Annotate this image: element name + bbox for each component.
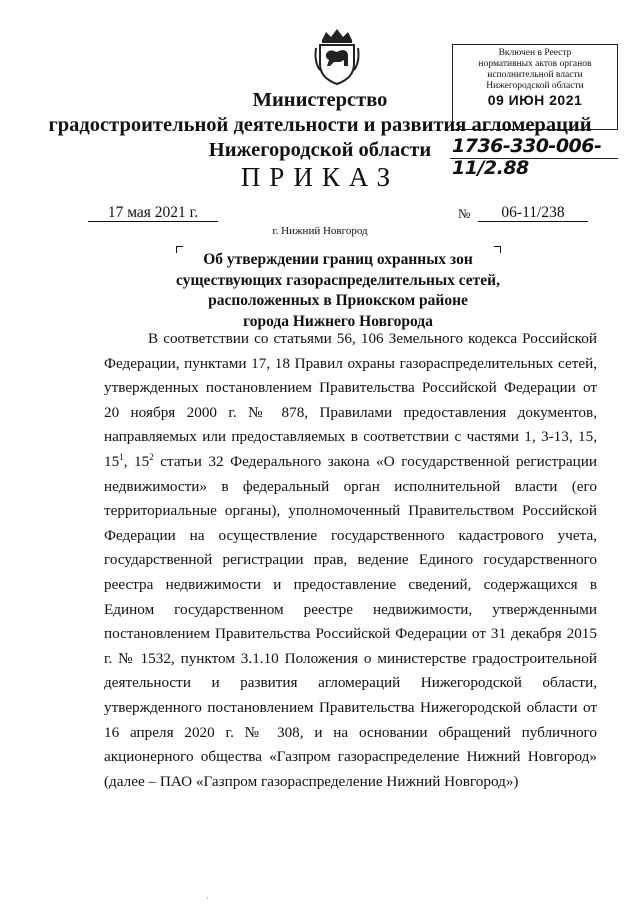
- coat-of-arms-emblem: [312, 26, 362, 86]
- stamp-date: 09 ИЮН 2021: [487, 92, 583, 108]
- ministry-title-line: Министерство: [252, 89, 388, 111]
- stamp-line: Нижегородской области: [486, 81, 584, 91]
- stamp-line: исполнительной власти: [487, 70, 583, 80]
- document-date: 17 мая 2021 г.: [88, 204, 218, 222]
- handwritten-registry-number: 1736-330-006-11/2.88: [452, 135, 602, 179]
- subject-line: существующих газораспределительных сетей,: [176, 271, 500, 289]
- ministry-title-line: Нижегородской области: [208, 139, 432, 161]
- ministry-title-line: градостроительной деятельности и развития агломераций: [48, 114, 592, 136]
- document-number: 06-11/238: [478, 204, 588, 222]
- body-text-part: В соответствии со статьями 56, 106 Земельного кодекса Российской Федерации, пунктами 17, 18 Правил охраны газораспределительных сетей, утвержденных постановлением Правительства Российской Федерации от 20 ноября 2000 г. № 878, Правилами предоставления документов, направляемых или предоставляемых в соответствии с частями 1, 3-13, 15, 15: [104, 330, 597, 470]
- superscript: 1: [119, 451, 124, 462]
- stamp-line: Включен в Реестр: [498, 48, 572, 58]
- subject-line: Об утверждении границ охранных зон: [203, 251, 473, 268]
- superscript: 2: [149, 451, 154, 462]
- ministry-title: [40, 88, 600, 163]
- scan-artifact: ·: [206, 894, 209, 903]
- subject-line: расположенных в Приокском районе: [208, 292, 468, 309]
- body-text-part: , 15: [123, 452, 150, 470]
- subject-line: города Нижнего Новгорода: [243, 312, 433, 330]
- document-city: г. Нижний Новгород: [272, 225, 368, 237]
- body-paragraph: [104, 327, 597, 794]
- stamp-line: нормативных актов органов: [478, 59, 592, 69]
- body-text-part: статьи 32 Федерального закона «О государственной регистрации недвижимости» в федеральный орган исполнительной власти (его территориальные органы), уполномоченный Правительством Российской Федерации на осуществление государственного кадастрового учета, государственной регистрации прав, ведение Единого государственного реестра недвижимости и предоставление сведений, содержащихся в Едином государственном реестре недвижимости, утвержденными постановлением Правительства Российской Федерации от 31 декабря 2015 г. № 1532, пунктом 3.1.10 Положения о министерстве градостроительной деятельности и развития агломераций Нижегородской области, утвержденного постановлением Правительства Нижегородской области от 16 апреля 2020 г. № 308, и на основании обращений публичного акционерного общества «Газпром газораспределение Нижний Новгород» (далее – ПАО «Газпром газораспределение Нижний Новгород»): [104, 452, 597, 790]
- document-subject: [160, 250, 516, 332]
- number-sign: №: [458, 206, 471, 221]
- document-type-heading: ПРИКАЗ: [240, 162, 400, 192]
